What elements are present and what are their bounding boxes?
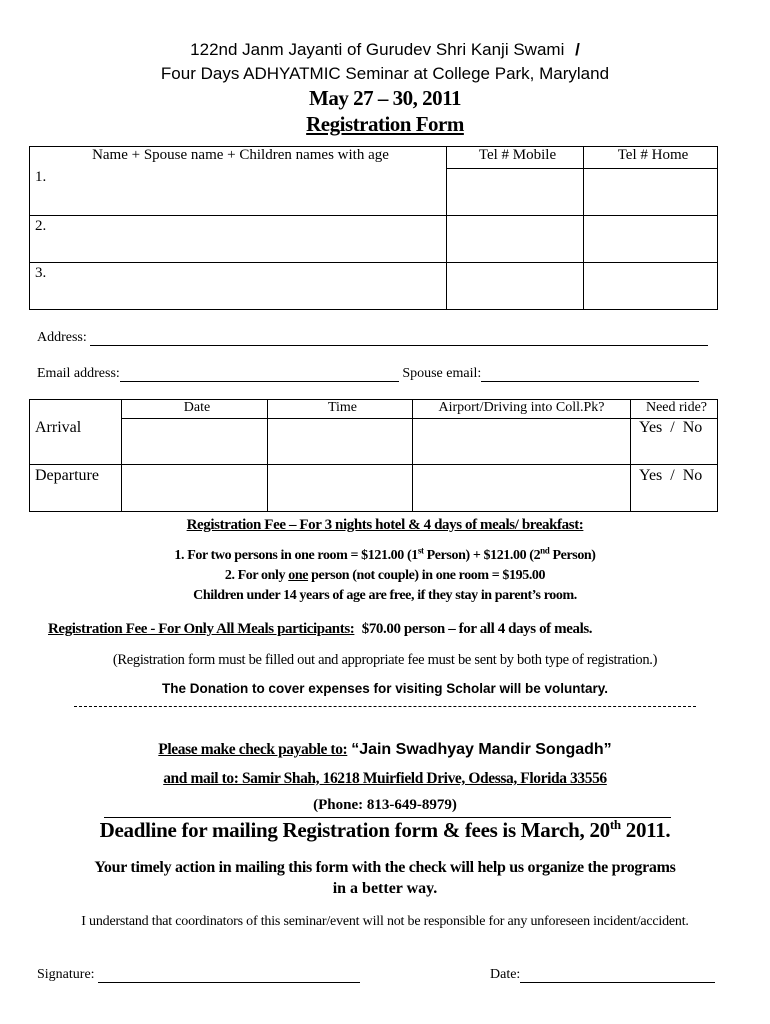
date-label: Date:: [490, 967, 521, 982]
address-row: [37, 330, 708, 346]
mobile-header: Tel # Mobile: [447, 147, 584, 169]
home-cell-1[interactable]: [584, 169, 718, 216]
arrival-label: Arrival: [30, 419, 122, 465]
home-header: Tel # Home: [584, 147, 718, 169]
registration-note: (Registration form must be filled out and appropriate fee must be sent by both type of registration.): [112, 652, 658, 668]
arrival-date-cell[interactable]: [122, 419, 268, 465]
date-field[interactable]: [520, 968, 715, 983]
departure-date-cell[interactable]: [122, 465, 268, 512]
meals-fee-amount: $70.00 person – for all 4 days of meals.: [361, 621, 593, 637]
fee-line1-sup-st: st: [417, 545, 424, 556]
signature-field[interactable]: [98, 968, 360, 983]
deadline-text: [0, 818, 770, 843]
form-title: Registration Form: [306, 112, 464, 136]
email-row: [37, 366, 699, 382]
mobile-cell-1[interactable]: [447, 169, 584, 216]
donation-note: The Donation to cover expenses for visiting Scholar will be voluntary.: [161, 681, 609, 696]
deadline-part-b: 2011.: [620, 818, 671, 842]
meals-fee-row: [48, 621, 592, 638]
fee-line2-part-a: 2. For only: [224, 568, 289, 583]
deadline-sup: th: [609, 817, 621, 832]
fee-line1-part-b: Person) + $121.00 (2: [423, 548, 541, 563]
mail-to-address: and mail to: Samir Shah, 16218 Muirfield Drive, Odessa, Florida 33556: [163, 770, 607, 787]
travel-table: [29, 399, 718, 512]
departure-airport-cell[interactable]: [413, 465, 631, 512]
need-ride-header: Need ride?: [631, 400, 718, 419]
mobile-cell-3[interactable]: [447, 263, 584, 310]
fee-line1-sup-nd: nd: [540, 545, 550, 556]
deadline-part-a: Deadline for mailing Registration form & fees is March, 20: [99, 818, 610, 842]
arrival-time-cell[interactable]: [268, 419, 413, 465]
event-title-line1: 122nd Janm Jayanti of Gurudev Shri Kanji Swami: [190, 40, 565, 59]
payable-to: “Jain Swadhyay Mandir Songadh”: [351, 741, 612, 758]
names-header: Name + Spouse name + Children names with age: [30, 147, 447, 169]
arrival-ride-choice[interactable]: Yes / No: [631, 419, 718, 465]
email-label: Email address:: [37, 366, 120, 381]
time-header: Time: [268, 400, 413, 419]
hotel-fee-line1: [0, 545, 770, 564]
departure-time-cell[interactable]: [268, 465, 413, 512]
seminar-title: Four Days ADHYATMIC Seminar at College Park, Maryland: [160, 64, 610, 83]
fee-line1-part-a: 1. For two persons in one room = $121.00 (1: [174, 548, 418, 563]
home-cell-3[interactable]: [584, 263, 718, 310]
name-row-1[interactable]: 1.: [30, 169, 447, 216]
date-row: [490, 967, 715, 983]
name-row-3[interactable]: 3.: [30, 263, 447, 310]
meals-fee-heading: Registration Fee - For Only All Meals participants:: [48, 621, 355, 637]
signature-label: Signature:: [37, 967, 95, 982]
fee-line2-one: one: [288, 568, 309, 583]
seminar-dates: May 27 – 30, 2011: [309, 86, 461, 110]
mobile-cell-2[interactable]: [447, 216, 584, 263]
airport-header: Airport/Driving into Coll.Pk?: [413, 400, 631, 419]
name-row-2[interactable]: 2.: [30, 216, 447, 263]
timely-line2: in a better way.: [332, 880, 438, 897]
phone-number: (Phone: 813-649-8979): [313, 797, 457, 813]
spouse-email-label: Spouse email:: [402, 366, 482, 381]
fee-line2-part-b: person (not couple) in one room = $195.00: [308, 568, 546, 583]
title-slash: /: [575, 40, 580, 59]
email-field[interactable]: [120, 367, 399, 382]
spouse-email-field[interactable]: [481, 367, 699, 382]
timely-line1: Your timely action in mailing this form with the check will help us organize the programs: [94, 859, 676, 876]
arrival-airport-cell[interactable]: [413, 419, 631, 465]
departure-label: Departure: [30, 465, 122, 512]
children-note: Children under 14 years of age are free, if they stay in parent’s room.: [193, 588, 577, 603]
travel-header-blank: [30, 400, 122, 419]
hotel-fee-line2: [0, 568, 770, 584]
address-field[interactable]: [90, 331, 708, 346]
home-cell-2[interactable]: [584, 216, 718, 263]
payable-label: Please make check payable to:: [158, 741, 348, 758]
signature-row: [37, 967, 360, 983]
date-header: Date: [122, 400, 268, 419]
names-table: [29, 146, 718, 310]
hotel-fee-heading: Registration Fee – For 3 nights hotel & 4 days of meals/ breakfast:: [186, 517, 584, 533]
disclaimer: I understand that coordinators of this seminar/event will not be responsible for any unforeseen incident/accident.: [81, 914, 689, 929]
event-title: [0, 40, 770, 60]
departure-ride-choice[interactable]: Yes / No: [631, 465, 718, 512]
fee-line1-part-c: Person): [549, 548, 596, 563]
payable-row: [0, 741, 770, 759]
dashed-divider: [74, 706, 696, 707]
address-label: Address:: [37, 330, 87, 345]
